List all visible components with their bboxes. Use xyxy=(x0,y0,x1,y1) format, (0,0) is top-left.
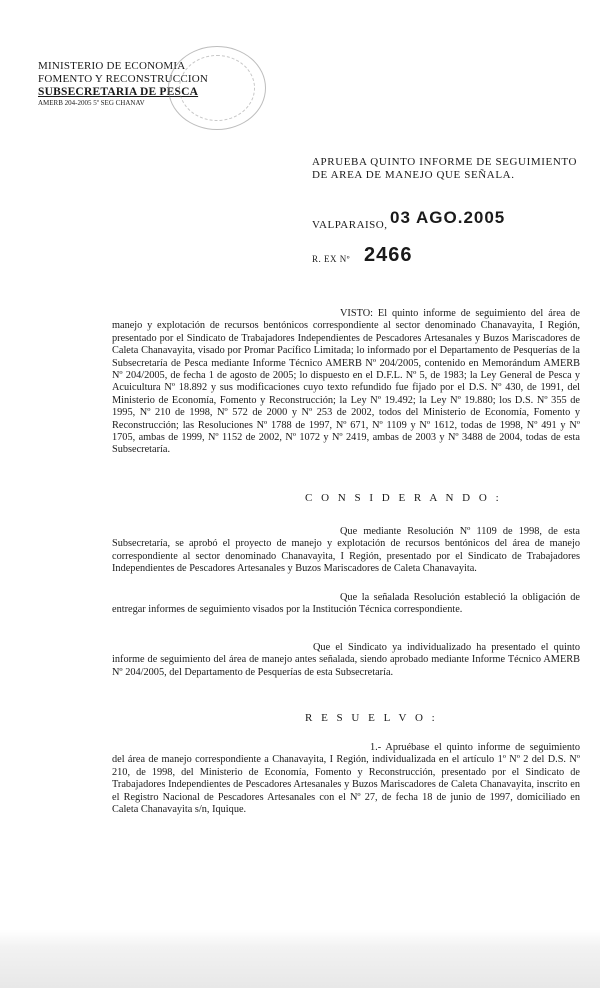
considerando-paragraph-3: Que el Sindicato ya individualizado ha presentado el quinto informe de seguimiento del área de manejo antes señalada, siendo aprobado mediante Informe Técnico AMERB Nº 204/2005, del Departamento de Pesquerías de esta Subsecretaría. xyxy=(112,642,580,678)
reference-line: AMERB 204-2005 5º SEG CHANAV xyxy=(38,99,145,107)
subject-line-1: APRUEBA QUINTO INFORME DE SEGUIMIENTO xyxy=(312,156,578,168)
considerando-heading: C O N S I D E R A N D O : xyxy=(305,492,502,504)
scan-bottom-shadow xyxy=(0,930,600,988)
ministry-line-2: FOMENTO Y RECONSTRUCCION xyxy=(38,73,209,85)
official-seal-icon xyxy=(168,46,266,130)
considerando-paragraph-1: Que mediante Resolución Nº 1109 de 1998, de esta Subsecretaría, se aprobó el proyecto de manejo y explotación de recursos bentónicos del área de manejo correspondiente al sector denominado Chanavayita, I Región, presentado por el Sindicato de Trabajadores Independientes de Pescadores Artesanales y Buzos Mariscadores de Caleta Chanavayita. xyxy=(112,526,580,575)
resolution-label: R. EX Nº xyxy=(312,254,351,264)
visto-paragraph: VISTO: El quinto informe de seguimiento del área de manejo y explotación de recursos bentónicos correspondiente al sector denominado Chanavayita, I Región, presentado por el Sindicato de Trabajadores Independientes de Pescadores Artesanales y Buzos Mariscadores de Caleta Chanavayita, visado por Promar Pacífico Limitada; lo informado por el Departamento de Pesquerías de la Subsecretaría de Pesca mediante Informe Técnico AMERB Nº 204/2005, contenido en Memorándum AMERB Nº 204/2005, de fecha 1 de agosto de 2005; lo dispuesto en el D.F.L. Nº 5, de 1983; la Ley General de Pesca y Acuicultura Nº 18.892 y sus modificaciones cuyo texto refundido fue fijado por el D.S. Nº 430, de 1991, del Ministerio de Economía, Fomento y Reconstrucción; la Ley Nº 19.492; la Ley Nº 19.880; los D.S. Nº 355 de 1995, Nº 210 de 1998, Nº 572 de 2000 y Nº 253 de 2002, todos del Ministerio de Economía, Fomento y Reconstrucción; las Resoluciones Nº 1788 de 1997, Nº 671, Nº 1109 y Nº 1612, todas de 1998, Nº 491 y Nº 1705, ambas de 1999, Nº 1152 de 2002, Nº 1072 y Nº 2419, ambas de 2003 y Nº 3488 de 2004, todas de esta Subsecretaría. xyxy=(112,308,580,456)
subject-line-2: DE AREA DE MANEJO QUE SEÑALA. xyxy=(312,169,515,181)
resuelvo-paragraph-1: 1.- Apruébase el quinto informe de seguimiento del área de manejo correspondiente a Chanavayita, I Región, individualizada en el artículo 1º Nº 2 del D.S. Nº 210, de 1998, del Ministerio de Economía, Fomento y Reconstrucción, presentado por el Sindicato de Trabajadores Independientes de Pescadores Artesanales y Buzos Mariscadores de Caleta Chanavayita, inscrito en el Registro Nacional de Pescadores Artesanales con el Nº 27, de fecha 18 de junio de 1997, domiciliado en Caleta Chanavayita s/n, Iquique. xyxy=(112,742,580,816)
place-label: VALPARAISO, xyxy=(312,219,388,231)
resuelvo-heading: R E S U E L V O : xyxy=(305,712,438,724)
ministry-line-1: MINISTERIO DE ECONOMIA xyxy=(38,60,186,72)
subsecretaria-line: SUBSECRETARIA DE PESCA xyxy=(38,86,199,98)
resolution-number: 2466 xyxy=(364,244,413,266)
subject-block xyxy=(312,156,582,182)
considerando-paragraph-2: Que la señalada Resolución estableció la obligación de entregar informes de seguimiento visados por la Institución Técnica correspondiente. xyxy=(112,592,580,616)
date-stamp: 03 AGO.2005 xyxy=(390,208,506,227)
